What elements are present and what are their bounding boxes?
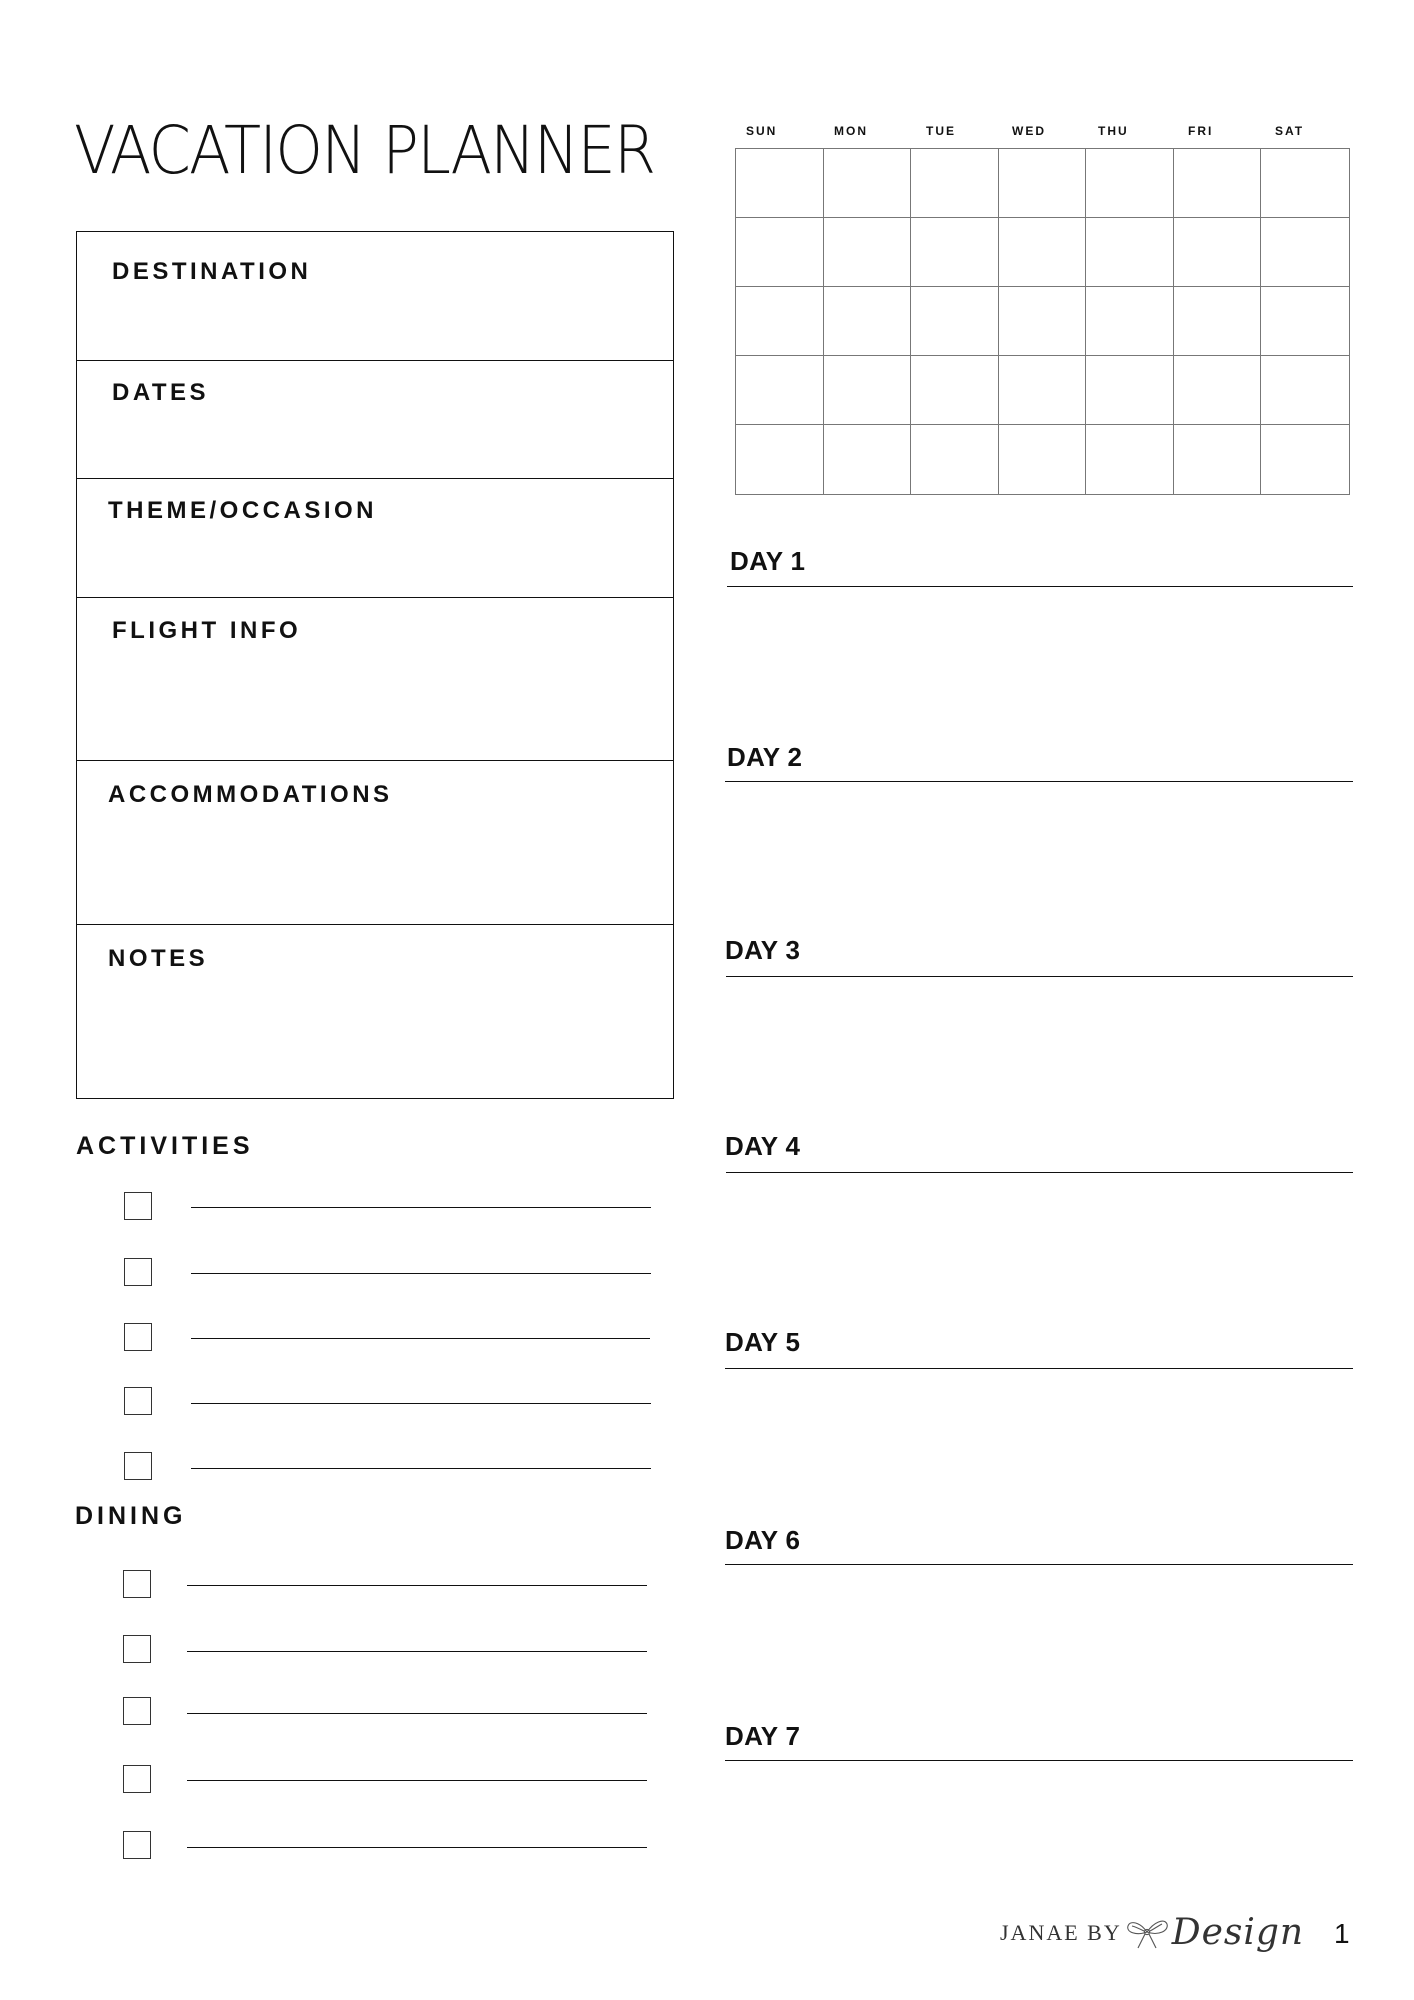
dining-checkbox[interactable] [123,1831,151,1859]
calendar-cell[interactable] [824,356,912,425]
calendar-cell[interactable] [736,287,824,356]
brand-script: Design [1171,1912,1305,1953]
calendar-cell[interactable] [1086,149,1174,218]
calendar-cell[interactable] [911,287,999,356]
calendar-cell[interactable] [824,149,912,218]
day-7-entry-line[interactable] [725,1760,1353,1761]
flight-info-label: FLIGHT INFO [112,617,302,644]
calendar-cell[interactable] [999,356,1087,425]
calendar-cell[interactable] [1086,218,1174,287]
calendar-cell[interactable] [1174,356,1262,425]
day-2-label: DAY 2 [727,742,803,772]
accommodations-section[interactable] [77,761,673,925]
activity-checkbox[interactable] [124,1258,152,1286]
dining-checkbox[interactable] [123,1765,151,1793]
activity-entry-line[interactable] [191,1273,651,1274]
brand-prefix: JANAE BY [1000,1919,1122,1945]
trip-info-box [76,231,674,1099]
dining-entry-line[interactable] [187,1847,647,1848]
calendar-cell[interactable] [1261,218,1349,287]
calendar-cell[interactable] [999,287,1087,356]
activity-checkbox[interactable] [124,1452,152,1480]
dates-label: DATES [112,379,210,406]
brand-logo [1000,1912,1304,1953]
theme-occasion-section[interactable] [77,479,673,598]
destination-section[interactable] [77,232,673,361]
calendar-cell[interactable] [736,356,824,425]
calendar-cell[interactable] [1261,425,1349,494]
calendar-cell[interactable] [736,425,824,494]
activities-heading: ACTIVITIES [76,1132,254,1160]
calendar-cell[interactable] [824,287,912,356]
day-3-label: DAY 3 [725,935,801,965]
dining-checkbox[interactable] [123,1635,151,1663]
destination-label: DESTINATION [112,258,312,285]
calendar-cell[interactable] [999,218,1087,287]
day-5-label: DAY 5 [725,1327,801,1357]
flight-info-section[interactable] [77,598,673,761]
calendar-cell[interactable] [911,149,999,218]
calendar-cell[interactable] [999,149,1087,218]
activity-entry-line[interactable] [191,1468,651,1469]
weekday-mon: MON [834,124,868,138]
day-4-label: DAY 4 [725,1131,801,1161]
day-1-label: DAY 1 [730,546,806,576]
dining-checkbox[interactable] [123,1697,151,1725]
calendar-cell[interactable] [911,425,999,494]
notes-section[interactable] [77,925,673,1098]
activity-checkbox[interactable] [124,1323,152,1351]
dining-entry-line[interactable] [187,1780,647,1781]
calendar-cell[interactable] [911,356,999,425]
dining-checkbox[interactable] [123,1570,151,1598]
calendar-cell[interactable] [999,425,1087,494]
weekday-sun: SUN [746,124,778,138]
bow-icon [1124,1914,1170,1952]
weekday-fri: FRI [1188,124,1214,138]
activity-entry-line[interactable] [191,1338,650,1339]
calendar-cell[interactable] [1261,287,1349,356]
day-1-entry-line[interactable] [727,586,1353,587]
page-number: 1 [1334,1918,1350,1949]
calendar-cell[interactable] [736,149,824,218]
weekday-wed: WED [1012,124,1046,138]
day-3-entry-line[interactable] [726,976,1353,977]
calendar-cell[interactable] [1261,149,1349,218]
activity-checkbox[interactable] [124,1387,152,1415]
accommodations-label: ACCOMMODATIONS [108,781,393,808]
day-4-entry-line[interactable] [726,1172,1353,1173]
calendar-cell[interactable] [1174,287,1262,356]
weekday-sat: SAT [1275,124,1305,138]
calendar-cell[interactable] [1086,356,1174,425]
activity-entry-line[interactable] [191,1207,651,1208]
activity-entry-line[interactable] [191,1403,651,1404]
calendar-cell[interactable] [1086,425,1174,494]
activity-checkbox[interactable] [124,1192,152,1220]
dining-entry-line[interactable] [187,1585,647,1586]
day-5-entry-line[interactable] [725,1368,1353,1369]
calendar-cell[interactable] [736,218,824,287]
calendar-cell[interactable] [1174,218,1262,287]
calendar-cell[interactable] [911,218,999,287]
calendar-cell[interactable] [1174,425,1262,494]
day-2-entry-line[interactable] [725,781,1353,782]
day-6-entry-line[interactable] [725,1564,1353,1565]
calendar-cell[interactable] [1261,356,1349,425]
weekday-tue: TUE [926,124,956,138]
day-7-label: DAY 7 [725,1721,801,1751]
calendar-cell[interactable] [1174,149,1262,218]
dates-section[interactable] [77,361,673,479]
calendar-grid [735,148,1350,495]
notes-label: NOTES [108,945,209,972]
day-6-label: DAY 6 [725,1525,801,1555]
page-title: VACATION PLANNER [74,112,655,189]
dining-entry-line[interactable] [187,1651,647,1652]
weekday-thu: THU [1098,124,1129,138]
dining-heading: DINING [75,1502,187,1530]
dining-entry-line[interactable] [187,1713,647,1714]
calendar-cell[interactable] [824,218,912,287]
calendar-cell[interactable] [1086,287,1174,356]
calendar-cell[interactable] [824,425,912,494]
theme-occasion-label: THEME/OCCASION [108,497,378,524]
